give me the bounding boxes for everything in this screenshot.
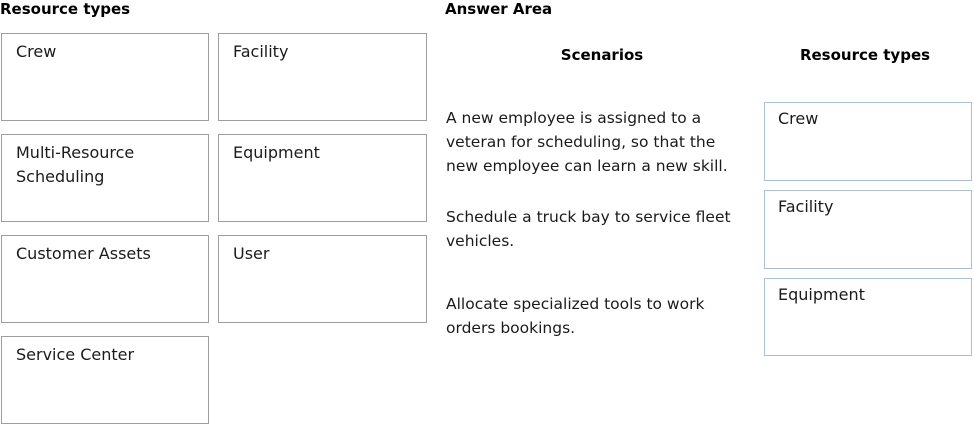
source-item-label: Equipment — [233, 143, 320, 162]
source-item-user[interactable] — [218, 235, 427, 323]
answer-drop-slot[interactable] — [764, 190, 972, 269]
source-item-multi-resource-scheduling[interactable] — [1, 134, 209, 222]
source-item-equipment[interactable] — [218, 134, 427, 222]
answer-slot-label: Facility — [778, 197, 834, 216]
scenarios-column-label: Scenarios — [560, 46, 644, 64]
answer-drop-slot[interactable] — [764, 102, 972, 181]
resource-types-column-label: Resource types — [799, 46, 931, 64]
source-item-label: User — [233, 244, 270, 263]
source-item-customer-assets[interactable] — [1, 235, 209, 323]
answer-area-heading: Answer Area — [445, 0, 553, 18]
answer-slot-label: Equipment — [778, 285, 865, 304]
resource-types-heading: Resource types — [0, 0, 131, 18]
source-item-crew[interactable] — [1, 33, 209, 121]
answer-drop-slot[interactable] — [764, 278, 972, 356]
scenario-text: A new employee is assigned to a veteran for scheduling, so that the new employee can learn a new skill. — [446, 109, 728, 175]
source-item-label: Crew — [16, 42, 57, 61]
source-item-service-center[interactable] — [1, 336, 209, 424]
scenario-text: Allocate specialized tools to work orders bookings. — [446, 295, 705, 337]
source-item-label: Facility — [233, 42, 289, 61]
source-item-label: Service Center — [16, 345, 135, 364]
source-item-label: Multi-Resource Scheduling — [16, 143, 135, 186]
answer-slot-label: Crew — [778, 109, 819, 128]
source-item-facility[interactable] — [218, 33, 427, 121]
scenario-text: Schedule a truck bay to service fleet vehicles. — [446, 208, 731, 250]
source-item-label: Customer Assets — [16, 244, 151, 263]
